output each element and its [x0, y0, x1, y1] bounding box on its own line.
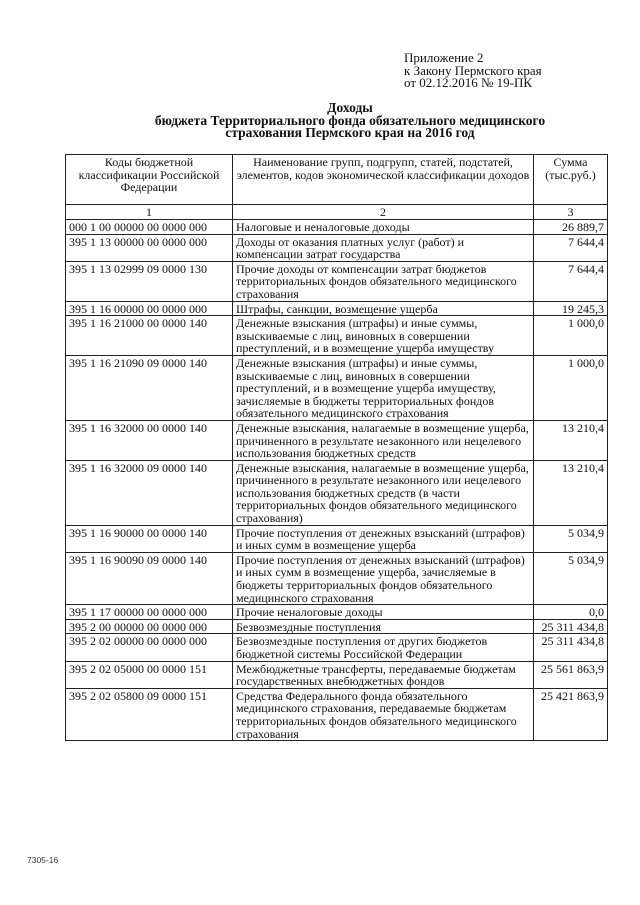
row-code: 395 1 16 21090 09 0000 140 — [66, 355, 233, 420]
row-amount: 5 034,9 — [534, 552, 608, 604]
income-table — [65, 154, 608, 741]
appendix-reference — [404, 52, 542, 90]
row-code: 395 1 16 32000 00 0000 140 — [66, 420, 233, 460]
table-row — [66, 261, 608, 301]
row-name: Прочие поступления от денежных взысканий (штрафов) и иных сумм в возмещение ущерба, зачисляемые в бюджеты территориальных фондов обязательного медицинского страхования — [233, 552, 534, 604]
row-amount: 0,0 — [534, 605, 608, 620]
table-row — [66, 661, 608, 688]
header-code: Коды бюджетной классификации Российской Федерации — [66, 155, 233, 205]
row-amount: 13 210,4 — [534, 460, 608, 525]
column-number: 2 — [233, 205, 534, 220]
row-name: Денежные взыскания (штрафы) и иные суммы, взыскиваемые с лиц, виновных в совершении преступлений, и в возмещение ущерба имуществу, зачисляемые в бюджеты территориальных фондов обязательного медицинского страхования — [233, 355, 534, 420]
row-code: 000 1 00 00000 00 0000 000 — [66, 220, 233, 235]
row-code: 395 2 00 00000 00 0000 000 — [66, 619, 233, 634]
table-row — [66, 420, 608, 460]
document-title — [60, 102, 640, 140]
appendix-label: Приложение 2 — [404, 50, 484, 65]
appendix-date: от 02.12.2016 № 19-ПК — [404, 75, 533, 90]
header-name: Наименование групп, подгрупп, статей, подстатей, элементов, кодов экономической классификации доходов — [233, 155, 534, 205]
row-name: Денежные взыскания, налагаемые в возмещение ущерба, причиненного в результате незаконного или нецелевого использования бюджетных средств (в части территориальных фондов обязательного медицинского страхования) — [233, 460, 534, 525]
title-line-2: бюджета Территориального фонда обязательного медицинского — [154, 112, 546, 128]
column-number: 3 — [534, 205, 608, 220]
table-row — [66, 301, 608, 316]
title-line-1: Доходы — [327, 100, 373, 115]
table-row — [66, 316, 608, 356]
row-code: 395 1 16 90090 09 0000 140 — [66, 552, 233, 604]
table-row — [66, 525, 608, 552]
row-name: Прочие поступления от денежных взысканий (штрафов) и иных сумм в возмещение ущерба — [233, 525, 534, 552]
row-code: 395 1 13 00000 00 0000 000 — [66, 234, 233, 261]
row-amount: 5 034,9 — [534, 525, 608, 552]
row-code: 395 2 02 00000 00 0000 000 — [66, 634, 233, 661]
table-row — [66, 355, 608, 420]
row-name: Налоговые и неналоговые доходы — [233, 220, 534, 235]
row-name: Денежные взыскания (штрафы) и иные суммы, взыскиваемые с лиц, виновных в совершении преступлений, и в возмещение ущерба имуществу — [233, 316, 534, 356]
row-amount: 25 311 434,8 — [534, 634, 608, 661]
row-amount: 26 889,7 — [534, 220, 608, 235]
row-name: Прочие неналоговые доходы — [233, 605, 534, 620]
table-row — [66, 552, 608, 604]
table-row — [66, 634, 608, 661]
row-amount: 19 245,3 — [534, 301, 608, 316]
table-row — [66, 460, 608, 525]
row-amount: 25 561 863,9 — [534, 661, 608, 688]
table-row — [66, 688, 608, 740]
table-row — [66, 605, 608, 620]
row-amount: 1 000,0 — [534, 316, 608, 356]
row-name: Безвозмездные поступления — [233, 619, 534, 634]
row-name: Средства Федерального фонда обязательного медицинского страхования, передаваемые бюджетам территориальных фондов обязательного медицинского страхования — [233, 688, 534, 740]
row-amount: 7 644,4 — [534, 234, 608, 261]
row-code: 395 2 02 05000 00 0000 151 — [66, 661, 233, 688]
row-amount: 1 000,0 — [534, 355, 608, 420]
document-code: 7305-16 — [27, 855, 59, 865]
row-name: Штрафы, санкции, возмещение ущерба — [233, 301, 534, 316]
row-name: Денежные взыскания, налагаемые в возмещение ущерба, причиненного в результате незаконного или нецелевого использования бюджетных средств — [233, 420, 534, 460]
table-header-row — [66, 155, 608, 205]
row-name: Доходы от оказания платных услуг (работ) и компенсации затрат государства — [233, 234, 534, 261]
row-code: 395 1 16 90000 00 0000 140 — [66, 525, 233, 552]
row-code: 395 1 13 02999 09 0000 130 — [66, 261, 233, 301]
row-code: 395 1 16 00000 00 0000 000 — [66, 301, 233, 316]
column-number: 1 — [66, 205, 233, 220]
header-amount: Сумма (тыс.руб.) — [534, 155, 608, 205]
row-code: 395 2 02 05800 09 0000 151 — [66, 688, 233, 740]
column-number-row — [66, 205, 608, 220]
row-name: Прочие доходы от компенсации затрат бюджетов территориальных фондов обязательного медицинского страхования — [233, 261, 534, 301]
row-code: 395 1 17 00000 00 0000 000 — [66, 605, 233, 620]
row-code: 395 1 16 32000 09 0000 140 — [66, 460, 233, 525]
row-name: Межбюджетные трансферты, передаваемые бюджетам государственных внебюджетных фондов — [233, 661, 534, 688]
row-amount: 25 311 434,8 — [534, 619, 608, 634]
table-row — [66, 234, 608, 261]
title-line-3: страхования Пермского края на 2016 год — [225, 125, 475, 140]
row-amount: 13 210,4 — [534, 420, 608, 460]
row-name: Безвозмездные поступления от других бюджетов бюджетной системы Российской Федерации — [233, 634, 534, 661]
row-code: 395 1 16 21000 00 0000 140 — [66, 316, 233, 356]
row-amount: 25 421 863,9 — [534, 688, 608, 740]
row-amount: 7 644,4 — [534, 261, 608, 301]
appendix-law: к Закону Пермского края — [404, 62, 542, 78]
table-row — [66, 220, 608, 235]
table-row — [66, 619, 608, 634]
